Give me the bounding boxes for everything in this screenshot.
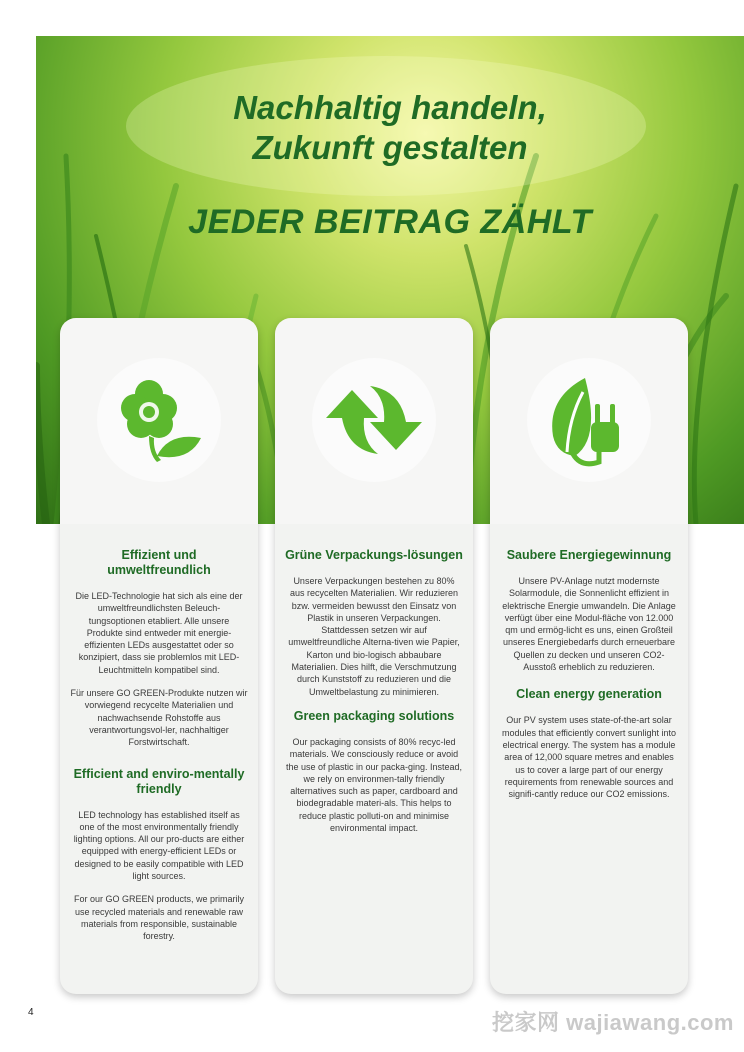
card-energy (490, 318, 688, 994)
card-heading-en: Clean energy generation (516, 687, 662, 702)
card-packaging (275, 318, 473, 994)
flower-icon (97, 358, 221, 482)
hero-title-line2: Zukunft gestalten (252, 129, 528, 166)
card-paragraph-en: LED technology has established itself as one of the most environmentally friendly lighting options. All our pro-ducts are either equipped with energy-efficient LEDs or designed to be easily compatible with LED light sources. (73, 809, 245, 882)
card-paragraph-de: Unsere Verpackungen bestehen zu 80% aus recycelten Materialien. Wir reduzieren bzw. vermeiden bewusst den Einsatz von Plastik in unseren Verpackungen. Stattdessen setzen wir auf umweltfreundliche Alterna-tiven wie Papier, Karton und bio-logisch abbaubare Materialien. Dies hilft, die Verschmutzung durch Kunststoff zu reduzieren und die Umweltbelastung zu minimieren. (288, 576, 460, 697)
card-heading-en: Efficient and enviro-mentally friendly (73, 766, 245, 796)
card-paragraph-en: Our packaging consists of 80% recyc-led materials. We consciously reduce or avoid the use of plastic in our packa-ging. Instead, we rely on environmen-tally friendly alternatives such as paper, cardboard and biodegradable materi-als. This helps to reduce plastic polluti-on and minimise environmental impact. (285, 736, 463, 834)
card-heading-de: Saubere Energiegewinnung (506, 548, 672, 562)
leaf-plug-icon (527, 358, 651, 482)
hero-title (36, 88, 744, 168)
card-heading-en: Green packaging solutions (293, 708, 455, 723)
card-paragraph-de: Für unsere GO GREEN-Produkte nutzen wir vorwiegend recycelte Materialien und nachwachsende Rohstoffe aus verantwortungsvol-ler, nachhaltiger Forstwirtschaft. (70, 688, 248, 748)
watermark: 挖家网 wajiawang.com (492, 1010, 734, 1035)
icon-circle (97, 358, 221, 482)
icon-circle (312, 358, 436, 482)
icon-circle (527, 358, 651, 482)
card-paragraph-de: Die LED-Technologie hat sich als eine der umweltfreundlichsten Beleuch-tungsoptionen etabliert. Alle unsere Produkte sind entweder mit energie-effizienten LEDs ausgestattet oder so konzipiert, dass sie problemlos mit LED-Leuchtmitteln kompatibel sind. (75, 591, 243, 675)
card-heading-de: Grüne Verpackungs-lösungen (285, 548, 463, 562)
card-paragraph-en: For our GO GREEN products, we primarily use recycled materials and renewable raw materials from responsible, sustainable forestry. (73, 894, 245, 942)
card-text (285, 548, 463, 845)
card-paragraph-en: Our PV system uses state-of-the-art solar modules that efficiently convert sunlight into electrical energy. The system has a module area of 12,000 square metres and enables us to cover a large part of our energy requirements from renewable sources and signifi-cantly reduce our CO2 emissions. (502, 715, 676, 800)
hero-subtitle: JEDER BEITRAG ZÄHLT (188, 203, 592, 241)
card-paragraph-de: Unsere PV-Anlage nutzt modernste Solarmodule, die Sonnenlicht effizient in elektrische Energie umwandeln. Die Anlage verfügt über eine Modul-fläche von 12.000 qm und ermög-licht es uns, einen Großteil unseres Energiebedarfs durch erneuerbare Quellen zu decken und unseren CO2-Ausstoß erheblich zu reduzieren. (502, 576, 676, 673)
card-heading-de: Effizient und umweltfreundlich (107, 548, 211, 577)
recycle-arrows-icon (312, 358, 436, 482)
page-number: 4 (28, 1007, 34, 1018)
card-text (500, 548, 678, 811)
hero-title-line1: Nachhaltig handeln, (233, 89, 547, 126)
card-efficiency (60, 318, 258, 994)
card-text (70, 548, 248, 954)
